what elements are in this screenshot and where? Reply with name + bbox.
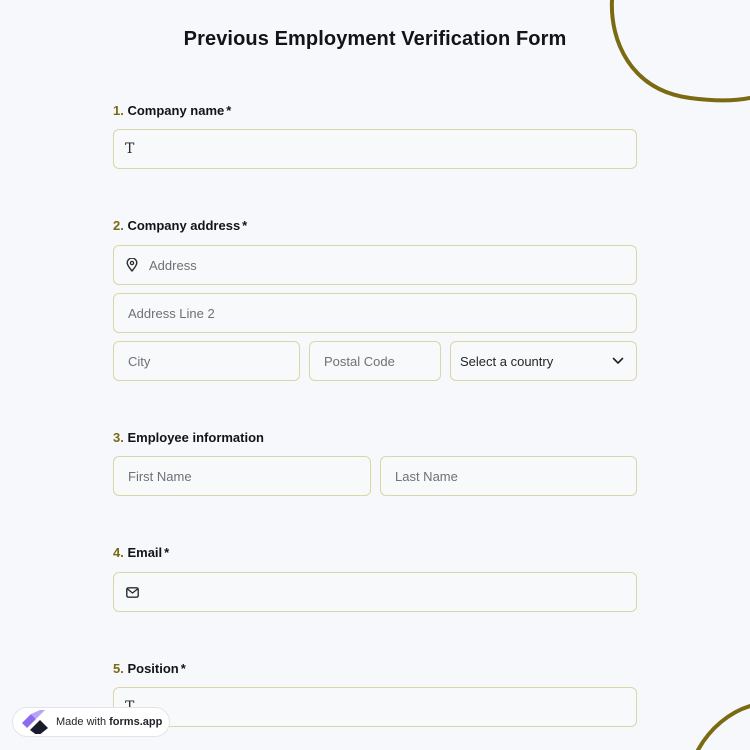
company-name-input[interactable] <box>113 129 637 169</box>
email-input[interactable] <box>113 572 637 612</box>
brand-name: forms.app <box>109 716 163 728</box>
address-line-2-input[interactable] <box>113 293 637 333</box>
position-input[interactable] <box>113 687 637 727</box>
country-select-value: Select a country <box>460 353 554 369</box>
chevron-down-icon <box>612 357 624 365</box>
question-company-address-label <box>113 218 247 233</box>
question-email-label <box>113 545 169 560</box>
made-with-forms-app-badge[interactable] <box>12 707 170 737</box>
question-employee-information-label <box>113 430 264 445</box>
required-marker: * <box>242 218 248 233</box>
address-input[interactable] <box>113 245 637 285</box>
postal-code-input[interactable] <box>309 341 441 381</box>
country-select[interactable] <box>450 341 637 381</box>
question-company-name-label <box>113 103 231 118</box>
map-pin-icon <box>125 258 139 272</box>
decorative-curve-top <box>560 0 750 120</box>
question-position-label <box>113 661 186 676</box>
address-line-2-placeholder: Address Line 2 <box>128 305 215 321</box>
text-icon: T <box>125 141 135 157</box>
mail-icon <box>125 585 139 599</box>
first-name-input[interactable] <box>113 456 371 496</box>
question-text: Position <box>127 661 179 676</box>
address-placeholder: Address <box>149 257 197 273</box>
form-title: Previous Employment Verification Form <box>183 28 567 50</box>
last-name-input[interactable] <box>380 456 637 496</box>
question-number: 5. <box>113 661 124 676</box>
city-placeholder: City <box>128 353 151 369</box>
question-text: Employee information <box>127 430 264 445</box>
question-number: 2. <box>113 218 124 233</box>
required-marker: * <box>164 545 170 560</box>
postal-code-placeholder: Postal Code <box>324 353 395 369</box>
question-text: Company name <box>127 103 225 118</box>
required-marker: * <box>180 661 186 676</box>
first-name-placeholder: First Name <box>128 468 192 484</box>
question-number: 3. <box>113 430 124 445</box>
question-number: 4. <box>113 545 124 560</box>
question-text: Email <box>127 545 163 560</box>
question-text: Company address <box>127 218 241 233</box>
forms-app-logo-icon <box>20 710 50 734</box>
required-marker: * <box>226 103 232 118</box>
last-name-placeholder: Last Name <box>395 468 458 484</box>
question-number: 1. <box>113 103 124 118</box>
city-input[interactable] <box>113 341 300 381</box>
made-with-text: Made with <box>56 716 107 728</box>
decorative-curve-bottom <box>660 690 750 750</box>
